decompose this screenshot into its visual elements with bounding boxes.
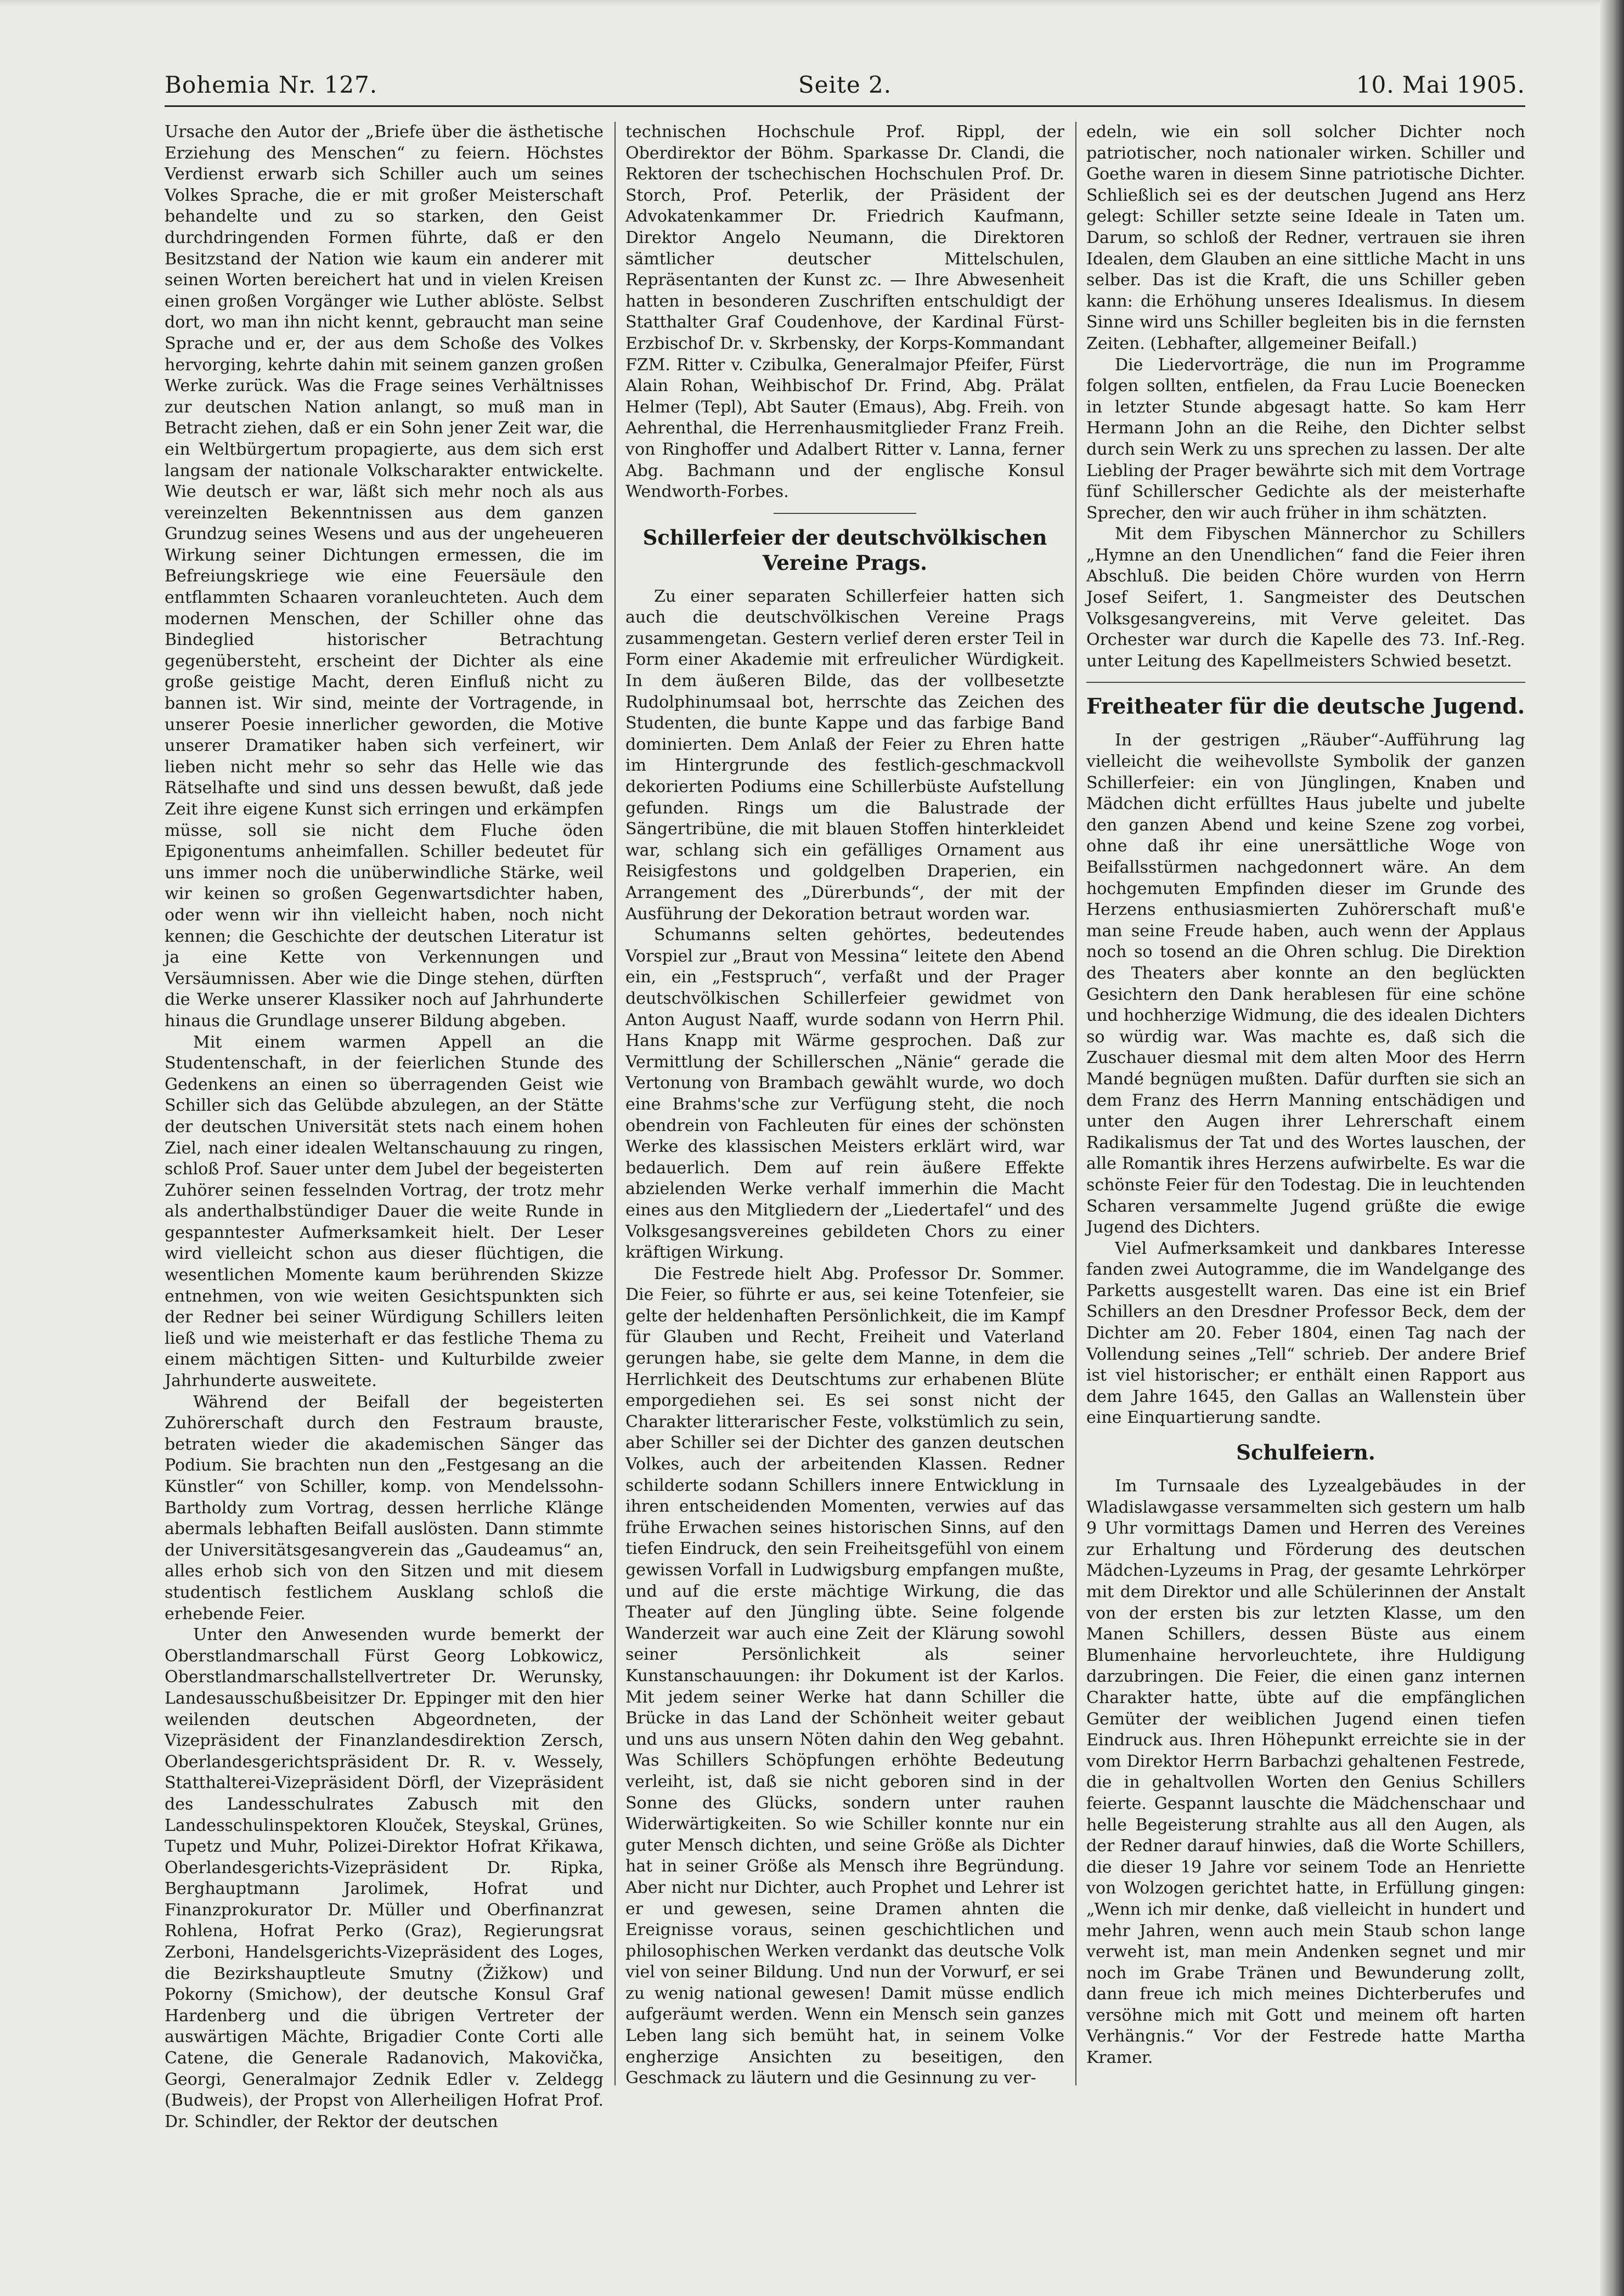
- section-rule: [1086, 682, 1525, 683]
- page-number: Seite 2.: [798, 71, 892, 98]
- paragraph: Mit einem warmen Appell an die Studentenschaft, in der feierlichen Stunde des Gedenkens an einen so überragenden Geist wie Schiller sich das Gelübde abzulegen, an der Stätte der deutschen Universität stets nach einem hohen Ziel, nach einer idealen Weltanschauung zu ringen, schloß Prof. Sauer unter dem Jubel der begeisterten Zuhörer seinen fesselnden Vortrag, der trotz mehr als anderthalbstündiger Dauer die weite Runde in gespanntester Aufmerksamkeit hielt. Der Leser wird vielleicht schon aus dieser flüchtigen, die wesentlichen Momente kaum berührenden Skizze entnehmen, von wie weiten Gesichtspunkten sich der Redner bei seiner Würdigung Schillers leiten ließ und wie meisterhaft er das festliche Thema zu einem mächtigen Sitten- und Kulturbilde zweier Jahrhunderte ausweitete.: [165, 1032, 604, 1391]
- paragraph: Mit dem Fibyschen Männerchor zu Schillers „Hymne an den Unendlichen“ fand die Feier ihren Abschluß. Die beiden Chöre wurden von Herrn Josef Seifert, 1. Sangmeister des Deutschen Volksgesangvereins, mit Verve geleitet. Das Orchester war durch die Kapelle des 73. Inf.-Reg. unter Leitung des Kapellmeisters Schwied besetzt.: [1086, 524, 1525, 671]
- paragraph: Ursache den Autor der „Briefe über die ästhetische Erziehung des Menschen“ zu feiern. Höchstes Verdienst erwarb sich Schiller auch um seines Volkes Sprache, die er mit großer Meisterschaft behandelte und zu so starken, den Geist durchdringenden Formen führte, daß er den Besitzstand der Nation wie kaum ein anderer mit seinen Worten bereichert hat und in vielen Kreisen einen großen Vorgänger wie Luther ablöste. Selbst dort, wo man ihn nicht kennt, gebraucht man seine Sprache und er, der aus dem Schoße des Volkes hervorging, kehrte dahin mit seinem ganzen großen Werke zurück. Was die Frage seines Verhältnisses zur deutschen Nation anlangt, so muß man in Betracht ziehen, daß er ein Sohn jener Zeit war, die ein Weltbürgertum propagierte, aus dem sich erst langsam der nationale Volkscharakter entwickelte. Wie deutsch er war, läßt sich mehr noch als aus vereinzelten Bekenntnissen aus dem ganzen Grundzug seines Wesens und aus der ungeheueren Wirkung seiner Dichtungen ermessen, die im Befreiungskriege wie eine Feuersäule den entflammten Schaaren voranleuchteten. Auch dem modernen Menschen, der Schiller ohne das Bindeglied historischer Betrachtung gegenübersteht, erscheint der Dichter als eine große geistige Macht, deren Einfluß nicht zu bannen ist. Wir sind, meinte der Vortragende, in unserer Poesie innerlicher geworden, die Motive unserer Dramatiker haben sich verfeinert, wir lieben nicht mehr so sehr das Helle wie das Rätselhafte und sind uns dessen bewußt, daß jede Zeit ihre eigene Kunst sich erringen und erkämpfen müsse, soll sie nicht dem Fluche öden Epigonentums anheimfallen. Schiller bedeutet für uns immer noch die unüberwindliche Stärke, weil wir keinen so großen Gegenwartsdichter haben, oder wenn wir ihn vielleicht haben, noch nicht kennen; die Geschichte der deutschen Literatur ist ja eine Kette von Verkennungen und Versäumnissen. Aber wie die Dinge stehen, dürften die Werke unserer Klassiker noch auf Jahrhunderte hinaus die Grundlage unserer Bildung abgeben.: [165, 122, 604, 1031]
- paragraph: Die Festrede hielt Abg. Professor Dr. Sommer. Die Feier, so führte er aus, sei keine Totenfeier, sie gelte der heldenhaften Persönlichkeit, die im Kampf für Glauben und Recht, Freiheit und Vaterland gerungen habe, sie gelte dem Manne, in dem die Herrlichkeit des Deutschtums zur erhabenen Blüte emporgediehen sei. Es sei sonst nicht der Charakter litterarischer Feste, volkstümlich zu sein, aber Schiller sei der Dichter des ganzen deutschen Volkes, auch der arbeitenden Klassen. Redner schilderte sodann Schillers innere Entwicklung in ihren entscheidenden Momenten, verwies auf das frühe Erwachen seines historischen Sinns, auf den tiefen Eindruck, den sein Freiheitsgefühl von einem gewissen Vorfall in Ludwigsburg empfangen mußte, und auf die erste mächtige Wirkung, die das Theater auf den Jüngling übte. Seine folgende Wanderzeit war auch eine Zeit der Klärung sowohl seiner Persönlichkeit als seiner Kunstanschauungen: ihr Dokument ist der Karlos. Mit jedem seiner Werke hat dann Schiller die Brücke in das Land der Schönheit weiter gebaut und uns aus unsern Nöten dahin den Weg gebahnt. Was Schillers Schöpfungen erhöhte Bedeutung verleiht, ist, daß sie nicht geboren sind in der Sonne des Glücks, sondern unter rauhen Widerwärtigkeiten. So wie Schiller konnte nur ein guter Mensch dichten, und seine Größe als Dichter hat in seiner Größe als Mensch ihre Begründung. Aber nicht nur Dichter, auch Prophet und Lehrer ist er und gewesen, seine Dramen ahnten die Ereignisse voraus, seinen geschichtlichen und philosophischen Werken verdankt das deutsche Volk viel von seiner Bildung. Und nun der Vorwurf, er sei zu wenig national gewesen! Damit müsse endlich aufgeräumt werden. Wenn ein Mensch sein ganzes Leben lang sich bemüht hat, in seinem Volke engherzige Ansichten zu beseitigen, den Geschmack zu läutern und die Gesinnung zu ver-: [625, 1264, 1064, 2088]
- column-2: [625, 122, 1064, 2096]
- paragraph: technischen Hochschule Prof. Rippl, der Oberdirektor der Böhm. Sparkasse Dr. Clandi, die Rektoren der tschechischen Hochschulen Prof. Dr. Storch, Prof. Peterlik, der Präsident der Advokatenkammer Dr. Friedrich Kaufmann, Direktor Angelo Neumann, die Direktoren sämtlicher deutscher Mittelschulen, Repräsentanten der Kunst zc. — Ihre Abwesenheit hatten in besonderen Zuschriften entschuldigt der Statthalter Graf Coudenhove, der Kardinal Fürst-Erzbischof Dr. v. Skrbensky, der Korps-Kommandant FZM. Ritter v. Czibulka, Generalmajor Pfeifer, Fürst Alain Rohan, Weihbischof Dr. Frind, Abg. Prälat Helmer (Tepl), Abt Sauter (Emaus), Abg. Freih. von Aehrenthal, die Herrenhausmitglieder Franz Freih. von Ringhoffer und Adalbert Ritter v. Lanna, ferner Abg. Bachmann und der englische Konsul Wendworth-Forbes.: [625, 122, 1064, 502]
- masthead-issue: Bohemia Nr. 127.: [165, 71, 378, 98]
- column-1: [165, 122, 604, 2131]
- newspaper-page: [165, 71, 1525, 2131]
- paragraph: Zu einer separaten Schillerfeier hatten sich auch die deutschvölkischen Vereine Prags zusammengetan. Gestern verlief deren erster Teil in Form einer Akademie mit erfreulicher Würdigkeit. In dem äußeren Bilde, das der vollbesetzte Rudolphinumsaal bot, herrschte das Zeichen des Studenten, die bunte Kappe und das farbige Band dominierten. Dem Anlaß der Feier zu Ehren hatte im Hintergrunde des festlich-geschmackvoll dekorierten Podiums eine Schillerbüste Aufstellung gefunden. Rings um die Balustrade der Sängertribüne, die mit blauen Stoffen hinterkleidet war, schlang sich ein gefälliges Ornament aus Reisigfestons und goldgelben Draperien, ein Arrangement des „Dürerbunds“, der mit der Ausführung der Dekoration betraut worden war.: [625, 586, 1064, 924]
- page-header: [165, 71, 1525, 102]
- scan-binding-edge: [1600, 0, 1624, 2296]
- column-divider: [1075, 122, 1076, 2085]
- header-rule: [165, 105, 1525, 107]
- section-headline: Schulfeiern.: [1236, 1440, 1375, 1465]
- paragraph: Während der Beifall der begeisterten Zuhörerschaft durch den Festraum brauste, betraten wieder die akademischen Sänger das Podium. Sie brachten nun den „Festgesang an die Künstler“ von Schiller, komp. von Mendelssohn-Bartholdy zum Vortrag, dessen herrliche Klänge abermals lebhaften Beifall auslösten. Dann stimmte der Universitätsgesangverein das „Gaudeamus“ an, alles erhob sich von den Sitzen und mit diesem studentisch festlichem Ausklang schloß die erhebende Feier.: [165, 1392, 604, 1624]
- scan-top-edge: [0, 0, 1624, 5]
- section-rule: [774, 513, 916, 514]
- paragraph: edeln, wie ein soll solcher Dichter noch patriotischer, noch nationaler wirken. Schiller und Goethe waren in diesem Sinne patriotische Dichter. Schließlich sei es der deutschen Jugend ans Herz gelegt: Schiller setzte seine Ideale in Taten um. Darum, so schloß der Redner, vertrauen sie ihren Idealen, dem Glauben an eine sittliche Macht in uns selber. Das ist die Kraft, die uns Schiller geben kann: die Erhöhung unseres Idealismus. In diesem Sinne wird uns Schiller begleiten bis in die fernsten Zeiten. (Lebhafter, allgemeiner Beifall.): [1086, 122, 1525, 353]
- column-divider: [614, 122, 616, 2085]
- paragraph: Viel Aufmerksamkeit und dankbares Interesse fanden zwei Autogramme, die im Wandelgange des Parketts ausgestellt waren. Das eine ist ein Brief Schillers an den Dresdner Professor Beck, dem der Dichter am 20. Feber 1804, einen Tag nach der Vollendung seines „Tell“ schrieb. Der andere Brief ist viel historischer; er enthält einen Rapport aus dem Jahre 1645, den Gallas an Wallenstein über eine Einquartierung sandte.: [1086, 1239, 1525, 1428]
- paragraph: Unter den Anwesenden wurde bemerkt der Oberstlandmarschall Fürst Georg Lobkowicz, Oberstlandmarschallstellvertreter Dr. Werunsky, Landesausschußbeisitzer Dr. Eppinger mit den hier weilenden deutschen Abgeordneten, der Vizepräsident der Finanzlandesdirektion Zersch, Oberlandesgerichtspräsident Dr. R. v. Wessely, Statthalterei-Vizepräsident Dörfl, der Vizepräsident des Landesschulrates Zabusch mit den Landesschulinspektoren Klouček, Steyskal, Grünes, Tupetz und Muhr, Polizei-Direktor Hofrat Křikawa, Oberlandesgerichts-Vizepräsident Dr. Ripka, Berghauptmann Jarolimek, Hofrat und Finanzprokurator Dr. Müller und Oberfinanzrat Rohlena, Hofrat Perko (Graz), Regierungsrat Zerboni, Handelsgerichts-Vizepräsident des Loges, die Bezirkshauptleute Smutny (Žižkow) und Pokorny (Smichow), der deutsche Konsul Graf Hardenberg und die übrigen Vertreter der auswärtigen Mächte, Brigadier Conte Corti alle Catene, die Generale Radanovich, Makovička, Georgi, Generalmajor Zednik Edler v. Zeldegg (Budweis), der Propst von Allerheiligen Hofrat Prof. Dr. Schindler, der Rektor der deutschen: [165, 1625, 604, 2131]
- paragraph: Im Turnsaale des Lyzealgebäudes in der Wladislawgasse versammelten sich gestern um halb 9 Uhr vormittags Damen und Herren des Vereines zur Erhaltung und Förderung des deutschen Mädchen-Lyzeums in Prag, der gesamte Lehrkörper mit dem Direktor und alle Schülerinnen der Anstalt von der ersten bis zur letzten Klasse, um den Manen Schillers, dessen Büste aus einem Blumenhaine hervorleuchtete, ihre Huldigung darzubringen. Die Feier, die einen ganz internen Charakter hatte, übte auf die empfänglichen Gemüter der weiblichen Jugend einen tiefen Eindruck aus. Ihren Höhepunkt erreichte sie in der vom Direktor Herrn Barbachzi gehaltenen Festrede, die in gehaltvollen Worten den Genius Schillers feierte. Gespannt lauschte die Mädchenschaar und helle Begeisterung strahlte aus all den Augen, als der Redner darauf hinwies, daß die Worte Schillers, die dieser 19 Jahre vor seinem Tode an Henriette von Wolzogen gerichtet hatte, in Erfüllung gingen: „Wenn ich mir denke, daß vielleicht in hundert und mehr Jahren, wenn auch mein Staub schon lange verweht ist, man mein Andenken segnet und mir noch im Grabe Tränen und Bewunderung zollt, dann freue ich mich meines Dichterberufes und versöhne mich mit Gott und meinem oft harten Verhängnis.“ Vor der Festrede hatte Martha Kramer.: [1086, 1477, 1525, 2068]
- paragraph: In der gestrigen „Räuber“-Aufführung lag vielleicht die weihevollste Symbolik der ganzen Schillerfeier: ein von Jünglingen, Knaben und Mädchen dicht erfülltes Haus jubelte und jubelte den ganzen Abend und keine Szene zog vorbei, ohne daß ihr eine unersättliche Woge von Beifallsstürmen nachgedonnert wäre. An dem hochgemuten Empfinden dieser im Grunde des Herzens enthusiasmierten Zuhörerschaft muß'e man seine Freude haben, auch wenn der Applaus noch so tosend an die Ohren schlug. Die Direktion des Theaters aber konnte an den beglückten Gesichtern den Dank herablesen für eine schöne und hochherzige Widmung, die des idealen Dichters so würdig war. Was machte es, daß sich die Zuschauer diesmal mit dem alten Moor des Herrn Mandé begnügen mußten. Dafür durften sie sich an dem Franz des Herrn Manning entschädigen und unter den Augen ihrer Lehrerschaft einem Radikalismus der Tat und des Wortes lauschen, der alle Romantik ihres Herzens aufwirbelte. Es war die schönste Feier für den Todestag. Die in leuchtenden Scharen versammelte Jugend grüßte die ewige Jugend des Dichters.: [1086, 731, 1525, 1237]
- column-3: [1086, 122, 1525, 2096]
- section-headline: Freitheater für die deutsche Jugend.: [1086, 694, 1525, 720]
- paragraph: Die Liedervorträge, die nun im Programme folgen sollten, entfielen, da Frau Lucie Boenecken in letzter Stunde abgesagt hatte. So kam Herr Hermann John an die Reihe, den Dichter selbst durch sein Werk zu uns sprechen zu lassen. Der alte Liebling der Prager bewährte sich mit dem Vortrage fünf Schillerscher Gedichte als der meisterhafte Sprecher, den wir auch früher in ihm schätzten.: [1086, 355, 1525, 523]
- section-headline: Schillerfeier der deutschvölkischen Vereine Prags.: [642, 525, 1047, 575]
- issue-date: 10. Mai 1905.: [1356, 71, 1525, 98]
- paragraph: Schumanns selten gehörtes, bedeutendes Vorspiel zur „Braut von Messina“ leitete den Abend ein, ein „Festspruch“, verfaßt und der Prager deutschvölkischen Schillerfeier gewidmet von Anton August Naaff, wurde sodann von Herrn Phil. Hans Knapp mit Wärme gesprochen. Daß zur Vermittlung der Schillerschen „Nänie“ gerade die Vertonung von Brambach gewählt wurde, wo doch eine Brahms'sche zur Verfügung steht, die noch obendrein von Fachleuten für eines der schönsten Werke des klassischen Meisters erklärt wird, war bedauerlich. Dem auf rein äußere Effekte abzielenden Werke verhalf immerhin die Macht eines aus den Mitgliedern der „Liedertafel“ und des Volksgesangsvereines gebildeten Chors zu einer kräftigen Wirkung.: [625, 925, 1064, 1263]
